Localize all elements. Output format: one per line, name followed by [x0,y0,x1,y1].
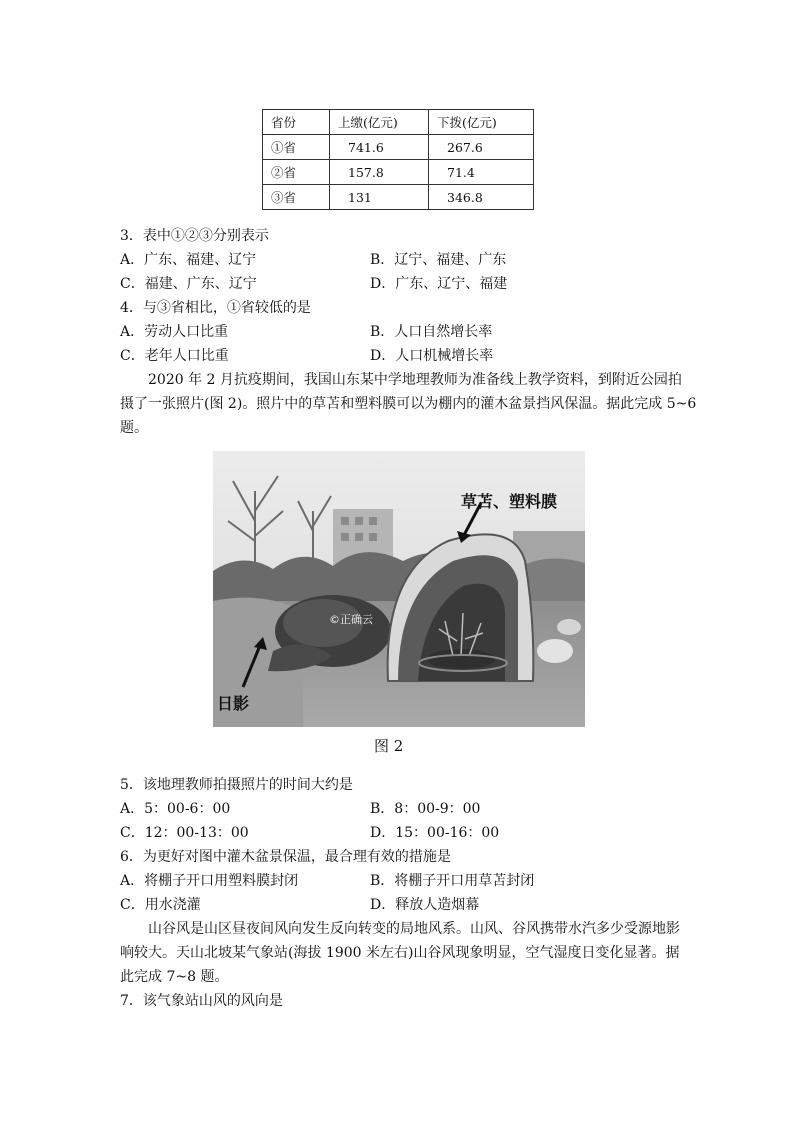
question-6-option-d: D．释放人造烟幕 [370,897,480,913]
question-6-option-b: B．将棚子开口用草苫封闭 [370,873,535,889]
table-cell: ③省 [263,185,330,210]
table-header-row [263,110,534,135]
question-6-stem: 6．为更好对图中灌木盆景保温，最合理有效的措施是 [120,849,451,865]
cover-label: 草苫、塑料膜 [461,492,558,511]
table-row [263,160,534,185]
column-header: 下拨(亿元) [429,110,534,135]
passage-2-line-1: 山谷风是山区昼夜间风向发生反向转变的局地风系。山风、谷风携带水汽多少受源地影 [148,921,680,937]
question-3-option-c: C．福建、广东、辽宁 [120,276,257,292]
table-cell: 71.4 [429,160,534,185]
passage-1-line-3: 题。 [120,420,148,436]
park-shrub-shelter-photo [213,451,585,727]
watermark: ©正确云 [329,613,373,626]
shadow-label: 日影 [217,694,250,713]
question-4-option-c: C．老年人口比重 [120,348,229,364]
question-5-option-c: C．12：00-13：00 [120,825,249,841]
table-row [263,185,534,210]
table-cell: ①省 [263,135,330,160]
provincial-finance-table [262,109,534,210]
question-3-stem: 3．表中①②③分别表示 [120,228,269,244]
table-cell: 157.8 [330,160,429,185]
question-4-option-b: B．人口自然增长率 [370,324,493,340]
question-3-option-d: D．广东、辽宁、福建 [370,276,508,292]
table-cell: 131 [330,185,429,210]
question-5-stem: 5．该地理教师拍摄照片的时间大约是 [120,777,353,793]
table-cell: 741.6 [330,135,429,160]
passage-1-line-2: 摄了一张照片(图 2)。照片中的草苫和塑料膜可以为棚内的灌木盆景挡风保温。据此完成 5~6 [120,396,697,412]
passage-2-line-3: 此完成 7~8 题。 [120,969,229,985]
question-3-option-a: A．广东、福建、辽宁 [120,252,257,268]
question-4-stem: 4．与③省相比，①省较低的是 [120,300,311,316]
column-header: 上缴(亿元) [330,110,429,135]
question-7-stem: 7．该气象站山风的风向是 [120,993,283,1009]
question-4-option-a: A．劳动人口比重 [120,324,229,340]
question-5-option-a: A．5：00-6：00 [120,801,231,817]
question-6-option-c: C．用水浇灌 [120,897,201,913]
question-3-option-b: B．辽宁、福建、广东 [370,252,507,268]
passage-2-line-2: 响较大。天山北坡某气象站(海拔 1900 米左右)山谷风现象明显，空气湿度日变化显著。据 [120,945,680,961]
figure-caption: 图 2 [374,737,404,755]
table-cell: 267.6 [429,135,534,160]
column-header: 省份 [263,110,330,135]
question-5-option-b: B．8：00-9：00 [370,801,481,817]
question-6-option-a: A．将棚子开口用塑料膜封闭 [120,873,299,889]
question-5-option-d: D．15：00-16：00 [370,825,500,841]
table-cell: ②省 [263,160,330,185]
question-4-option-d: D．人口机械增长率 [370,348,494,364]
table-cell: 346.8 [429,185,534,210]
passage-1-line-1: 2020 年 2 月抗疫期间，我国山东某中学地理教师为准备线上教学资料，到附近公园拍 [148,372,682,388]
table-row [263,135,534,160]
